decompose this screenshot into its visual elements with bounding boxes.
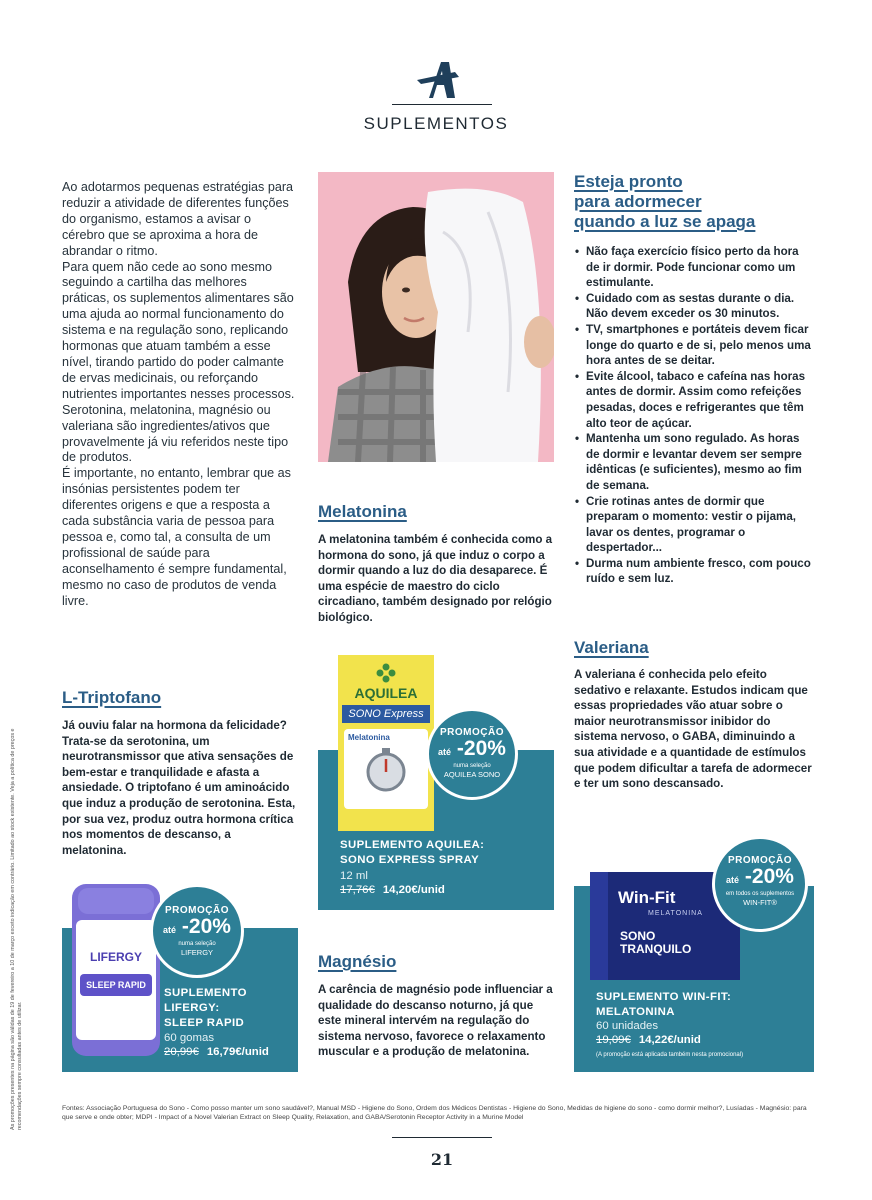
jar-label	[76, 920, 156, 1040]
valeriana-heading: Valeriana	[574, 638, 649, 657]
promo-note: (A promoção está aplicada também nesta promocional)	[596, 1052, 744, 1058]
product-name-line: SLEEP RAPID	[164, 1017, 245, 1029]
promo-percent: -20%	[456, 737, 506, 760]
promo-upto: até	[438, 747, 452, 757]
lifergy-promo-badge	[150, 884, 244, 978]
new-price: 14,20€/unid	[382, 884, 445, 896]
jar-lid	[78, 888, 154, 914]
tips-heading-line: quando a luz se apaga	[574, 212, 756, 231]
product-price	[596, 1034, 701, 1046]
product-name	[164, 986, 294, 1031]
melatonina-text: A melatonina também é conhecida como a hormona do sono, já que induz o corpo a dormir quando a luz do dia desaparece. É uma espécie de maestro do ciclo circadiano, também designado por relógio biológico.	[318, 533, 553, 624]
promo-label: PROMOÇÃO	[440, 727, 504, 738]
box-title-line: TRANQUILO	[620, 942, 692, 956]
old-price: 17,76€	[340, 884, 375, 896]
box-brand: Win-Fit	[618, 888, 676, 907]
product-name-line: LIFERGY:	[164, 1002, 220, 1014]
promo-label: PROMOÇÃO	[728, 855, 792, 866]
product-price	[164, 1046, 269, 1058]
auchan-bird-logo-icon	[415, 58, 461, 100]
tips-heading	[574, 172, 834, 232]
list-item: • Crie rotinas antes de dormir que preparam o momento: vestir o pijama, lavar os dentes, programar o despertador...	[574, 494, 814, 556]
box-title-line: SONO	[620, 929, 656, 943]
product-name-line: MELATONINA	[596, 1006, 675, 1018]
promo-upto: até	[163, 925, 177, 935]
old-price: 19,09€	[596, 1034, 631, 1046]
valeriana-text: A valeriana é conhecida pelo efeito sedativo e relaxante. Estudos indicam que essas propriedades vão atuar sobre o maior neurotransmissor inibidor do sistema nervoso, o GABA, diminuindo a sua atividade e a quantidade de estímulos que podem dificultar a tarefa de adormecer e ter um sono descansado.	[574, 668, 812, 791]
product-quantity: 60 unidades	[596, 1020, 659, 1032]
stopwatch-icon	[362, 745, 410, 793]
side-legal-note: As promoções presentes na página são válidas de 19 de fevereiro a 10 de março exceto indicação em contrário. Limitado ao stock existente. Veja a política de preços e recomendações sempre consultadas antes de utilizar.	[10, 728, 23, 1130]
new-price: 16,79€/unid	[206, 1046, 269, 1058]
sources-text: Fontes: Associação Portuguesa do Sono - Como posso manter um sono saudável?, Manual MSD - Higiene do Sono, Ordem dos Médicos Dentistas - Higiene do Sono, Medidas de higiene do sono - como dormir melhor?, Lusíadas - Magnésio: para que serve e onde obter; MDPI - Impact of a Novel Valerian Extract on Sleep Quality, Relaxation, and GABA/Serotonin Receptor Activity in a Murine Model	[62, 1105, 807, 1121]
pack-title: Melatonina	[348, 733, 390, 742]
list-item: • Cuidado com as sestas durante o dia. Não devem exceder os 30 minutos.	[574, 291, 814, 322]
promo-small: numa seleção	[178, 941, 216, 947]
product-name-line: SUPLEMENTO WIN-FIT:	[596, 991, 732, 1003]
old-price: 20,99€	[164, 1046, 199, 1058]
tips-heading-line: para adormecer	[574, 192, 702, 211]
intro-text	[62, 180, 296, 609]
promo-brand: LIFERGY	[180, 948, 214, 957]
intro-paragraph: Ao adotarmos pequenas estratégias para reduzir a atividade de diferentes funções do organismo, estamos a avisar o cérebro que se aproxima a hora de abrandar o ritmo.	[62, 180, 294, 258]
product-quantity: 12 ml	[340, 870, 368, 882]
list-item: • Não faça exercício físico perto da hora de ir dormir. Pode funcionar como um estimulante.	[574, 244, 814, 291]
jar-brand: LIFERGY	[89, 950, 142, 964]
pack-brand: AQUILEA	[354, 685, 418, 701]
aquilea-promo-badge	[426, 708, 518, 800]
new-price: 14,22€/unid	[638, 1034, 701, 1046]
product-name-line: SONO EXPRESS SPRAY	[340, 854, 480, 866]
pack-line: SONO Express	[342, 705, 430, 723]
leaf-icon	[376, 663, 396, 683]
promo-percent: -20%	[744, 865, 794, 888]
promo-value	[153, 916, 241, 941]
list-item: • Mantenha um sono regulado. As horas de dormir e levantar devem ser sempre idênticas (e suficientes), mesmo ao fim de semana.	[574, 431, 814, 493]
melatonina-heading: Melatonina	[318, 502, 407, 521]
product-price	[340, 884, 445, 896]
header-rule	[392, 104, 492, 105]
product-name	[596, 990, 796, 1020]
jar-label-text: SLEEP RAPID	[80, 974, 152, 996]
promo-upto: até	[726, 875, 740, 885]
tips-list	[574, 244, 814, 587]
pack-label	[344, 729, 428, 809]
lifergy-jar	[72, 884, 160, 1056]
woman-with-pillow-photo	[318, 172, 554, 462]
promo-value	[715, 866, 805, 891]
winfit-promo-badge	[712, 836, 808, 932]
promo-label: PROMOÇÃO	[165, 905, 229, 916]
intro-paragraph: É importante, no entanto, lembrar que as insónias persistentes podem ter diferentes origens e que a resposta a cada substância varia de pessoa para pessoa e, como tal, a consulta de um profissional de saúde para aconselhamento é sempre fundamental, mesmo no caso de produtos de venda livre.	[62, 466, 291, 608]
promo-value	[429, 738, 515, 763]
tips-heading-line: Esteja pronto	[574, 172, 683, 191]
footer-rule	[392, 1137, 492, 1138]
list-item: • Durma num ambiente fresco, com pouco ruído e sem luz.	[574, 556, 814, 587]
promo-small: numa seleção	[453, 763, 491, 769]
promo-brand: AQUILEA SONO	[443, 770, 501, 779]
magnesio-text: A carência de magnésio pode influenciar a qualidade do descanso noturno, já que este mineral intervém na regulação do sistema nervoso, favorece o relaxamento muscular e a produção de melatonina.	[318, 983, 553, 1059]
box-side	[590, 872, 608, 980]
promo-percent: -20%	[181, 915, 231, 938]
magnesio-heading: Magnésio	[318, 952, 397, 971]
page-number: 21	[430, 1150, 454, 1169]
product-name-line: SUPLEMENTO	[164, 987, 247, 999]
section-title: SUPLEMENTOS	[363, 114, 509, 133]
list-item: • Evite álcool, tabaco e cafeína nas horas antes de dormir. Assim como refeições pesadas, doces e refrigerantes que têm alto teor de açúcar.	[574, 369, 814, 431]
intro-paragraph: Para quem não cede ao sono mesmo seguindo a cartilha das melhores práticas, os suplementos alimentares são uma ajuda ao normal funcionamento do sistema e na regulação sono, replicando hormonas que atuam também a esse nível, tirando partido do poder calmante de ervas medicinais, ou reforçando nutrientes importantes nesses processos. Serotonina, melatonina, magnésio ou valeriana são ingredientes/ativos que provavelmente já viu referidos neste tipo de produtos.	[62, 259, 295, 465]
triptofano-text: Já ouviu falar na hormona da felicidade? Trata-se da serotonina, um neurotransmissor que ativa sensações de bem-estar e tranquilidade e afasta a ansiedade. O triptofano é um aminoácido que induz a produção de serotonina. Esta, por sua vez, produz outra hormona crítica nos momentos de descanso, a melatonina.	[62, 719, 296, 857]
product-name	[340, 838, 540, 868]
triptofano-heading: L-Triptofano	[62, 688, 162, 707]
box-brand-sub: MELATONINA	[648, 910, 703, 917]
aquilea-pack	[338, 655, 434, 831]
product-name-line: SUPLEMENTO AQUILEA:	[340, 839, 485, 851]
promo-small: em todos os suplementos	[725, 891, 795, 897]
product-quantity: 60 gomas	[164, 1032, 215, 1044]
box-title	[620, 930, 691, 956]
promo-brand: WIN-FIT®	[743, 898, 777, 907]
list-item: • TV, smartphones e portáteis devem ficar longe do quarto e de si, pelo menos uma hora antes de se deitar.	[574, 322, 814, 369]
